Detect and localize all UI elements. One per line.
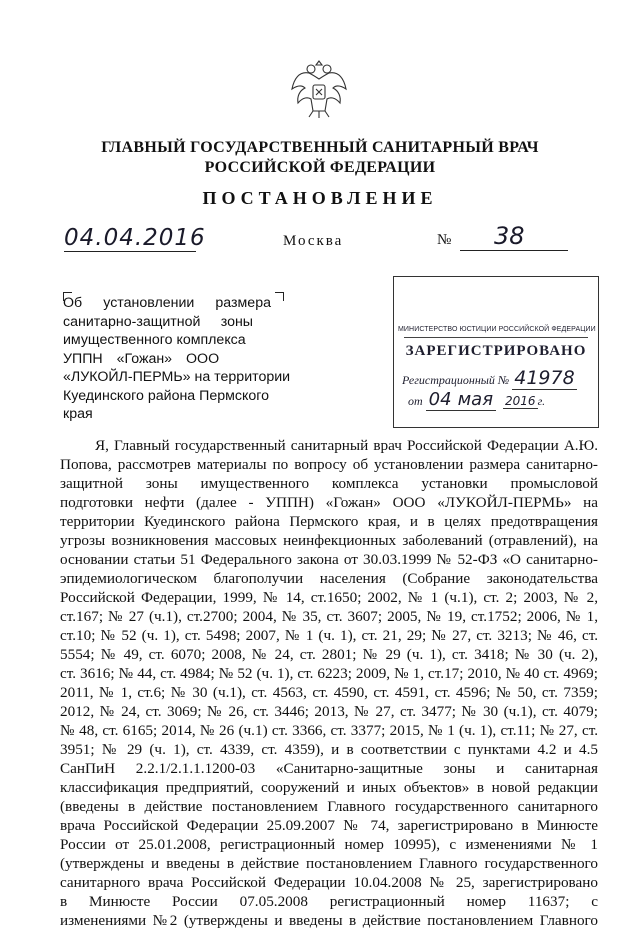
stamp-registered: ЗАРЕГИСТРИРОВАНО bbox=[405, 343, 587, 359]
stamp-reg-number-row bbox=[402, 367, 577, 389]
body-line: изменениями №2 (утверждены и введены в действие постановлением Главного bbox=[60, 912, 598, 929]
stamp-date-prefix: от bbox=[408, 394, 423, 408]
body-line: 5554; № 49, ст. 6070; 2008, № 24, ст. 2801; № 29 (ч. 1), ст. 3418; № 30 (ч. 2), bbox=[60, 646, 598, 663]
registration-stamp bbox=[393, 276, 599, 428]
stamp-reg-year: 2016 bbox=[505, 394, 536, 408]
body-line: в Минюсте России 07.05.2008 регистрационный номер 11637; с bbox=[60, 893, 598, 910]
body-line: Российской Федерации, 1999, № 14, ст.1650; 2002, № 1 (ч.1), ст. 2; 2003, № 2, bbox=[60, 589, 598, 606]
stamp-reg-number: 41978 bbox=[514, 367, 575, 389]
document-number: 38 bbox=[460, 222, 568, 251]
issuer-line-1: ГЛАВНЫЙ ГОСУДАРСТВЕННЫЙ САНИТАРНЫЙ ВРАЧ bbox=[101, 139, 539, 156]
body-line: территории Куединского района Пермского края, и в целях предотвращения bbox=[60, 513, 598, 530]
body-line: угрозы возникновения массовых неинфекционных заболеваний (отравлений), на bbox=[60, 532, 598, 549]
subject-line: Куединского района Пермского края bbox=[63, 387, 269, 422]
body-line: классификация предприятий, сооружений и иных объектов» в новой редакции bbox=[60, 779, 598, 796]
stamp-year-suffix: г. bbox=[537, 394, 546, 408]
issuer-title bbox=[60, 138, 580, 178]
body-line: врача Российской Федерации 25.09.2007 № 74, зарегистрировано в Минюсте bbox=[60, 817, 598, 834]
stamp-reg-month: мая bbox=[455, 389, 496, 411]
body-line: 2012, № 24, ст. 3069; № 26, ст. 3446; 2013, № 27, ст. 3477; № 30 (ч.1), ст. 4079; bbox=[60, 703, 598, 720]
subject-word: санитарно-защитной bbox=[63, 313, 201, 330]
subject-line: имущественного комплекса bbox=[63, 332, 246, 348]
body-line: Попова, рассмотрев материалы по вопросу об установлении размера санитарно- bbox=[60, 456, 598, 473]
body-line: основании статьи 51 Федерального закона от 30.03.1999 № 52-ФЗ «О санитарно- bbox=[60, 551, 598, 568]
stamp-ministry: МИНИСТЕРСТВО ЮСТИЦИИ РОССИЙСКОЙ ФЕДЕРАЦИИ bbox=[398, 326, 596, 333]
body-line: эпидемиологическом благополучии населения (Собрание законодательства bbox=[60, 570, 598, 587]
body-line: 2011, № 1, ст.6; № 30 (ч.1), ст. 4563, ст. 4590, ст. 4591, ст. 4596; № 50, ст. 7359; bbox=[60, 684, 598, 701]
body-line: (утверждены и введены в действие постановлением Главного государственного bbox=[60, 855, 598, 872]
body-line: № 48, ст. 6165; 2014, № 26 (ч.1) ст. 3366, ст. 3377; 2015, № 1 (ч. 1), ст.11; № 27, ст. bbox=[60, 722, 598, 739]
body-line: (введены в действие постановлением Главного государственного санитарного bbox=[60, 798, 598, 815]
stamp-divider bbox=[404, 337, 588, 338]
body-line: санитарного врача Российской Федерации 10.04.2008 № 25, зарегистрировано bbox=[60, 874, 598, 891]
subject-word: зоны bbox=[220, 313, 253, 330]
subject-line: «ЛУКОЙЛ-ПЕРМЬ» на территории bbox=[63, 369, 291, 385]
body-line: подготовки нефти (далее - УППН) «Гожан» ООО «ЛУКОЙЛ-ПЕРМЬ» на bbox=[60, 494, 598, 511]
document-city: Москва bbox=[283, 233, 344, 249]
body-line: ст. 3616; № 44, ст. 4984; № 52 (ч. 1), ст. 6223; 2009, № 1, ст.17; 2010, № 40 ст. 4969; bbox=[60, 665, 598, 682]
stamp-reg-day: 04 bbox=[426, 389, 455, 411]
subject-word: установлении bbox=[103, 295, 195, 311]
body-line: России от 25.01.2008, регистрационный номер 10995), с изменениями № 1 bbox=[60, 836, 598, 853]
body-line: ст.10; № 52 (ч. 1), ст. 5498; 2007, № 1 (ч. 1), ст. 21, 29; № 27, ст. 3213; № 46, ст. bbox=[60, 627, 598, 644]
body-line: защитной зоны имущественного комплекса установки промысловой bbox=[60, 475, 598, 492]
subject-line: УППН «Гожан» ООО bbox=[63, 350, 220, 367]
number-label: № bbox=[437, 232, 452, 248]
body-line: Я, Главный государственный санитарный врач Российской Федерации А.Ю. bbox=[95, 437, 598, 454]
body-line: ст.167; № 27 (ч.1), ст.2700; 2004, № 35, ст. 3607; 2005, № 19, ст.1752; 2006, № 1, bbox=[60, 608, 598, 625]
document-type: ПОСТАНОВЛЕНИЕ bbox=[202, 188, 438, 208]
stamp-date-row bbox=[408, 389, 545, 410]
body-line: 3951; № 29 (ч. 1), ст. 4339, ст. 4359), и в соответствии с пунктами 4.2 и 4.5 bbox=[60, 741, 598, 758]
document-subject bbox=[63, 294, 293, 424]
subject-word: размера bbox=[215, 295, 271, 311]
subject-word: Об bbox=[63, 295, 83, 311]
document-date: 04.04.2016 bbox=[64, 225, 206, 251]
issuer-line-2: РОССИЙСКОЙ ФЕДЕРАЦИИ bbox=[204, 159, 436, 176]
body-line: СанПиН 2.2.1/2.1.1.1200-03 «Санитарно-защитные зоны и санитарная bbox=[60, 760, 598, 777]
document-body bbox=[60, 436, 598, 930]
russian-coat-of-arms-icon bbox=[289, 55, 349, 121]
stamp-reg-label: Регистрационный № bbox=[402, 373, 510, 387]
